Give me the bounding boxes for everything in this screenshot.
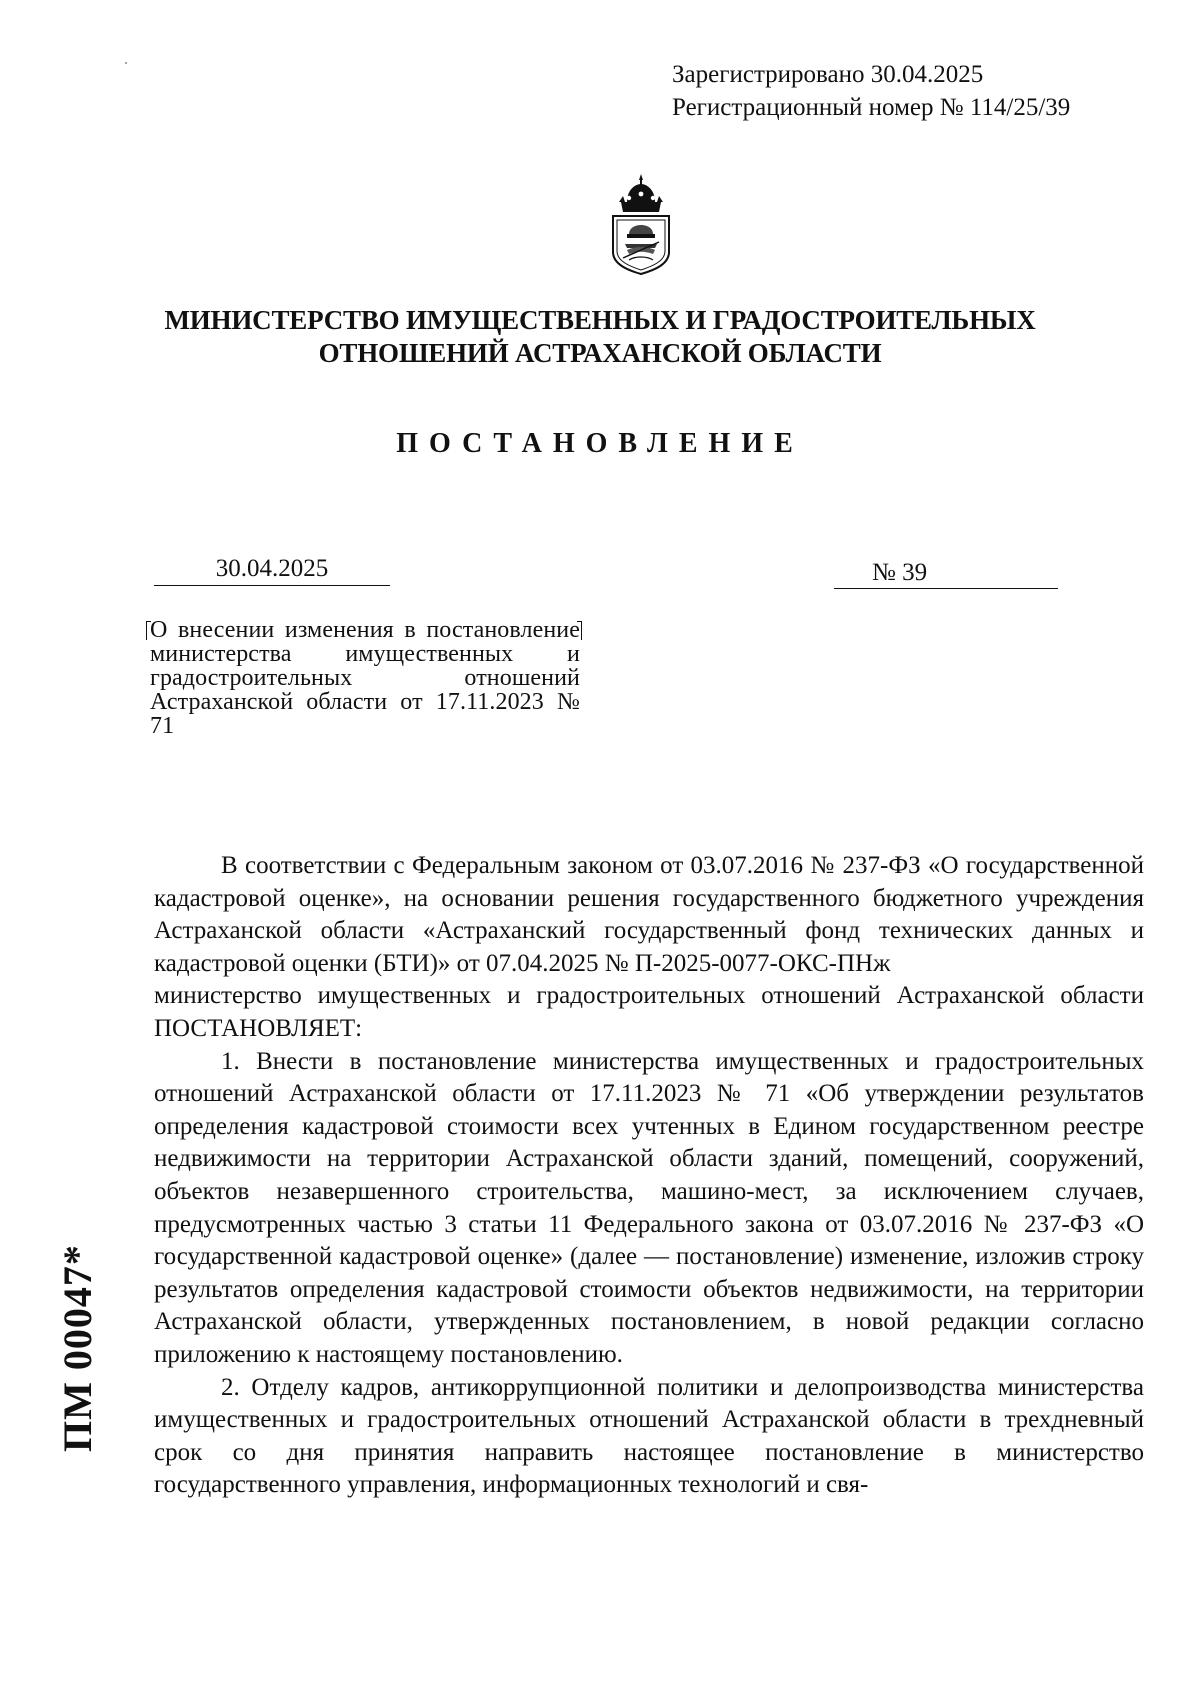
body-preamble: В соответствии с Федеральным законом от 03.07.2016 № 237-ФЗ «О государственной кадастровой оценке», на основании решения государственного бюджетного учреждения Астраханской области «Астраханский государственный фонд технических данных и кадастровой оценки (БТИ)» от 07.04.2025 № П-2025-0077-ОКС-ПНж: [154, 852, 1144, 977]
coat-of-arms-icon: [605, 172, 677, 278]
ministry-title-line2: ОТНОШЕНИЙ АСТРАХАНСКОЙ ОБЛАСТИ: [318, 338, 882, 368]
body-item-2: 2. Отделу кадров, антикоррупционной политики и делопроизводства министерства имущественных и градостроительных отношений Астраханской области в трехдневный срок со дня принятия направить настоящее постановление в министерство государственного управления, информационных технологий и свя-: [154, 1373, 1144, 1499]
ministry-title-line1: МИНИСТЕРСТВО ИМУЩЕСТВЕННЫХ И ГРАДОСТРОИТЕЛЬНЫХ: [164, 305, 1036, 335]
document-date: 30.04.2025: [154, 553, 390, 586]
document-type-heading: ПОСТАНОВЛЕНИЕ: [396, 428, 804, 459]
ministry-title: [150, 304, 1050, 370]
document-body: [154, 850, 1144, 1502]
registration-date: Зарегистрировано 30.04.2025: [672, 61, 984, 88]
side-registry-stamp: ПМ 00047*: [55, 1244, 100, 1452]
registration-number: Регистрационный номер № 114/25/39: [672, 94, 1071, 121]
document-number: № 39: [834, 557, 1058, 589]
body-resolves: министерство имущественных и градостроительных отношений Астраханской области ПОСТАНОВЛЯЕТ:: [154, 982, 1144, 1042]
registration-block: [672, 58, 1070, 124]
body-item-1: 1. Внести в постановление министерства имущественных и градостроительных отношений Астраханской области от 17.11.2023 № 71 «Об утверждении результатов определения кадастровой стоимости всех учтенных в Едином государственном реестре недвижимости на территории Астраханской области зданий, помещений, сооружений, объектов незавершенного строительства, машино-мест, за исключением случаев, предусмотренных частью 3 статьи 11 Федерального закона от 03.07.2016 № 237-ФЗ «О государственной кадастровой оценке» (далее — постановление) изменение, изложив строку результатов определения кадастровой стоимости объектов недвижимости, на территории Астраханской области, утвержденных постановлением, в новой редакции согласно приложению к настоящему постановлению.: [154, 1047, 1144, 1368]
document-subject: О внесении изменения в постановление министерства имущественных и градостроительных отношений Астраханской области от 17.11.2023 № 71: [150, 617, 580, 739]
scan-speck: [125, 62, 127, 64]
